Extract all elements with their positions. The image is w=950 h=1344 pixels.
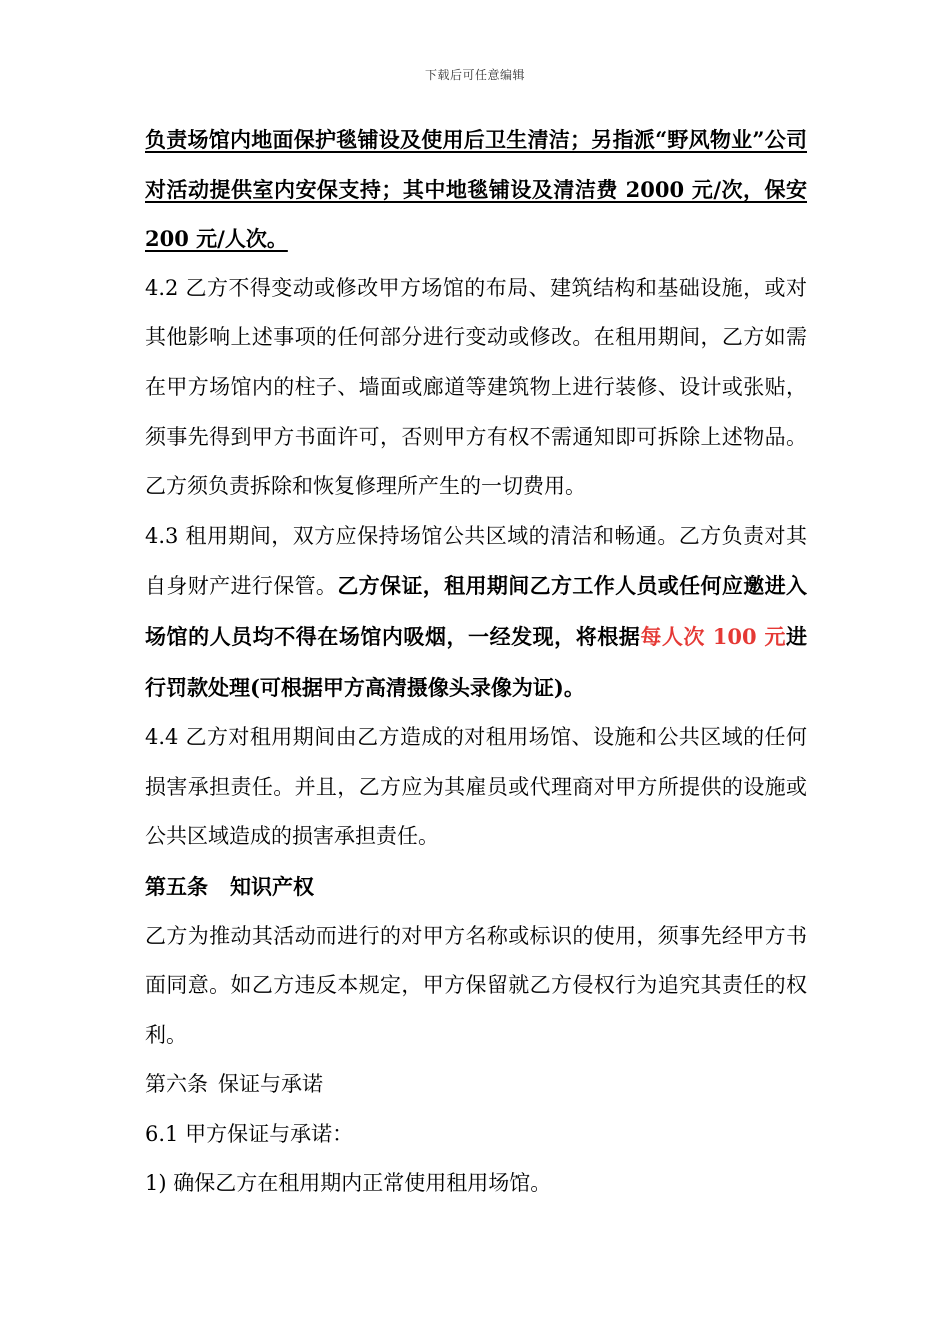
section-5-number: 第五条 <box>145 873 208 899</box>
page-header: 下载后可任意编辑 <box>424 68 525 82</box>
paragraph-4-2: 4.2 乙方不得变动或修改甲方场馆的布局、建筑结构和基础设施，或对其他影响上述事项的任何部分进行变动或修改。在租用期间，乙方如需在甲方场馆内的柱子、墙面或廊道等建筑物上进行装修、设计或张贴，须事先得到甲方书面许可，否则甲方有权不需通知即可拆除上述物品。乙方须负责拆除和恢复修理所产生的一切费用。 <box>145 275 807 499</box>
paragraph-4-3-no-smoking: 乙方保证，租用期间乙方工作人员或任何应邀进入场馆的人员均不得在场馆内吸烟，一经发现，将根据 <box>145 573 808 649</box>
section-6-number: 第六条 <box>145 1072 208 1097</box>
paragraph-cleaning-security-fees: 负责场馆内地面保护毯铺设及使用后卫生清洁；另指派“野风物业”公司对活动提供室内安保支持；其中地毯铺设及清洁费 2000 元/次，保安 200 元/人次。 <box>145 127 807 252</box>
paragraph-6-1-item-1: 1) 确保乙方在租用期内正常使用租用场馆。 <box>145 1171 552 1196</box>
paragraph-4-3-penalty: 进行罚款处理(可根据甲方高清摄像头录像为证)。 <box>145 623 807 700</box>
section-heading-5 <box>145 862 807 912</box>
paragraph-4-3-fine-amount: 每人次 100 元 <box>640 623 786 649</box>
paragraph-4-3 <box>145 512 807 713</box>
paragraph-section-5: 乙方为推动其活动而进行的对甲方名称或标识的使用，须事先经甲方书面同意。如乙方违反本规定，甲方保留就乙方侵权行为追究其责任的权利。 <box>145 923 807 1047</box>
paragraph-4-3-text: 4.3 租用期间，双方应保持场馆公共区域的清洁和畅通。乙方负责对其自身财产进行保管。 <box>145 523 807 599</box>
section-heading-6 <box>145 1060 807 1110</box>
section-6-title: 保证与承诺 <box>218 1072 323 1097</box>
document-body <box>145 115 807 1209</box>
paragraph-6-1: 6.1 甲方保证与承诺： <box>145 1121 354 1146</box>
section-5-title: 知识产权 <box>230 873 314 899</box>
paragraph-4-4: 4.4 乙方对租用期间由乙方造成的对租用场馆、设施和公共区域的任何损害承担责任。并且，乙方应为其雇员或代理商对甲方所提供的设施或公共区域造成的损害承担责任。 <box>145 725 807 849</box>
